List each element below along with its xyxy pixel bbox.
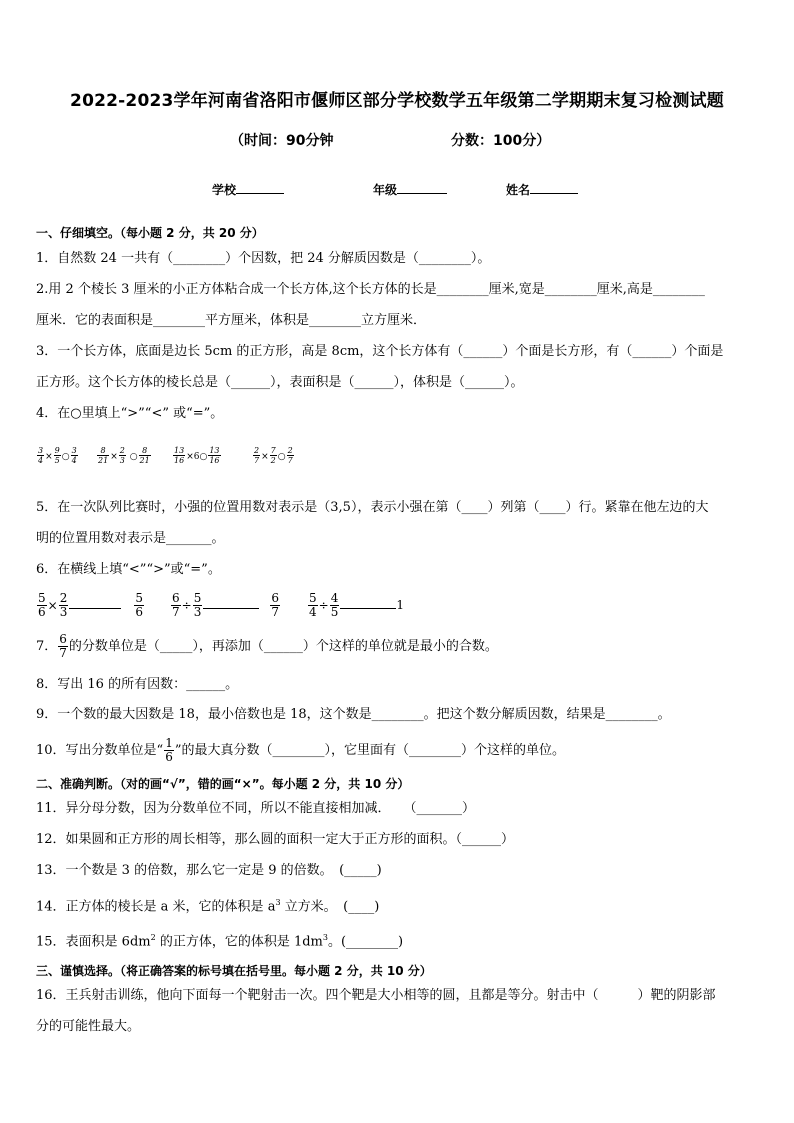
page-title: 2022-2023学年河南省洛阳市偃师区部分学校数学五年级第二学期期末复习检测试题	[70, 91, 724, 111]
question-3-line2: 正方形。这个长方体的棱长总是（______），表面积是（______），体积是（______）。	[36, 375, 524, 390]
question-13: 13．一个数是 3 的倍数，那么它一定是 9 的倍数。 (_____)	[36, 863, 382, 878]
question-4: 4．在○里填上“>”“<” 或“=”。	[36, 406, 224, 421]
section-2-heading: 二、准确判断。（对的画“√”，错的画“×”。每小题 2 分，共 10 分）	[36, 777, 410, 791]
question-3-line1: 3．一个长方体，底面是边长 5cm 的正方形，高是 8cm，这个长方体有（______）个面是长方形，有（______）个面是	[36, 344, 724, 359]
school-field	[212, 181, 284, 198]
question-7: 7． $\frac{6}{7}$ 的分数单位是（_____），再添加（______）个这样的单位就是最小的合数。	[36, 632, 498, 660]
name-blank	[530, 181, 578, 194]
grade-label: 年级	[373, 183, 398, 197]
question-16-line2: 分的可能性最大。	[36, 1019, 141, 1034]
school-label: 学校	[212, 183, 237, 197]
name-field	[506, 181, 578, 198]
name-label: 姓名	[506, 183, 531, 197]
question-16-line1: 16．王兵射击训练，他向下面每一个靶射击一次。四个靶是大小相等的圆，且都是等分。射击中（ ）靶的阴影部	[36, 988, 716, 1003]
school-blank	[236, 181, 284, 194]
question-5-line1: 5．在一次队列比赛时，小强的位置用数对表示是（3,5），表示小强在第（____）列第（____）行。紧靠在他左边的大	[36, 500, 709, 515]
question-9: 9．一个数的最大因数是 18，最小倍数也是 18，这个数是________。把这个数分解质因数，结果是________。	[36, 707, 671, 722]
q6-expr-1: $\frac{5}{6}$ × $\frac{2}{3}$ $\frac{5}{6}$	[38, 591, 143, 619]
q4-expr-1: $\frac{3}{4}$ × $\frac{9}{5}$ ○ $\frac{3}{4}$	[38, 446, 77, 465]
question-8: 8．写出 16 的所有因数：______。	[36, 677, 239, 692]
q6-expr-2: $\frac{6}{7}$ ÷ $\frac{5}{3}$ $\frac{6}{7}$	[172, 591, 279, 619]
question-12: 12．如果圆和正方形的周长相等，那么圆的面积一定大于正方形的面积。（______）	[36, 832, 515, 847]
question-15: 15．表面积是 $6dm^2$ 的正方体，它的体积是 $1dm^3$。(________)	[36, 933, 404, 950]
question-2-line1: 2.用 2 个棱长 3 厘米的小正方体粘合成一个长方体,这个长方体的长是________厘米,宽是________厘米,高是________	[36, 282, 705, 297]
section-1-heading: 一、仔细填空。（每小题 2 分，共 20 分）	[36, 226, 264, 240]
question-5-line2: 明的位置用数对表示是_______。	[36, 531, 225, 546]
question-2-line2: 厘米．它的表面积是________平方厘米，体积是________立方厘米．	[36, 313, 427, 328]
question-6: 6．在横线上填“<”“>”或“=”。	[36, 562, 221, 577]
question-11: 11．异分母分数，因为分数单位不同，所以不能直接相加减． （_______）	[36, 801, 476, 816]
question-10: 10．写出分数单位是“ $\frac{1}{6}$ ”的最大真分数（________），它里面有（________）个这样的单位。	[36, 736, 565, 764]
time-label: （时间：90分钟	[230, 133, 334, 149]
question-1: 1．自然数 24 一共有（________）个因数，把 24 分解质因数是（________）。	[36, 251, 491, 266]
score-label: 分数：100分）	[451, 133, 551, 149]
section-3-heading: 三、谨慎选择。（将正确答案的标号填在括号里。每小题 2 分，共 10 分）	[36, 964, 432, 978]
grade-field	[373, 181, 447, 198]
q6-expr-3: $\frac{5}{4}$ ÷ $\frac{4}{5}$ 1	[309, 591, 404, 619]
q4-expr-3: $\frac{13}{16}$ ×6○ $\frac{13}{16}$	[174, 446, 220, 465]
grade-blank	[397, 181, 447, 194]
q4-expr-4: $\frac{2}{7}$ × $\frac{7}{2}$ ○ $\frac{2}{7}$	[254, 446, 293, 465]
question-14: 14．正方体的棱长是 a 米，它的体积是 $a^3$ 立方米。 (____)	[36, 898, 380, 915]
q4-expr-2: $\frac{8}{21}$ × $\frac{2}{3}$ ○ $\frac{8}{21}$	[98, 446, 150, 465]
